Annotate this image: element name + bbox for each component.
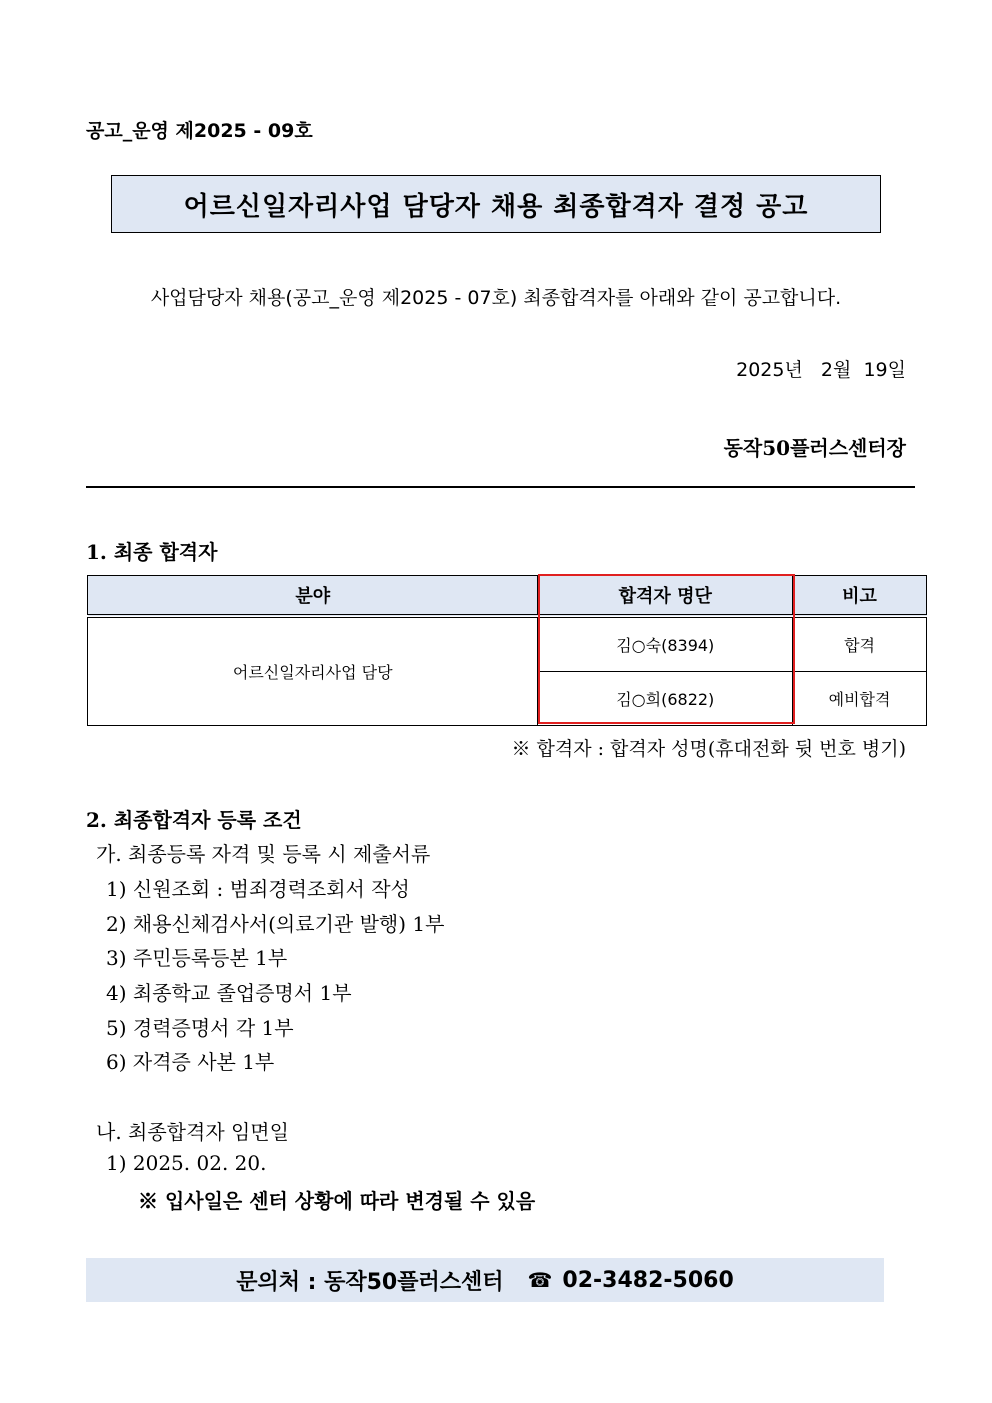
section2-heading: 2. 최종합격자 등록 조건 (86, 808, 302, 832)
table-row (88, 616, 927, 672)
list-item: 4) 최종학교 졸업증명서 1부 (106, 981, 352, 1005)
list-item: 3) 주민등록등본 1부 (106, 946, 288, 970)
note-cell: 합격 (793, 616, 927, 672)
note-cell: 예비합격 (793, 672, 927, 726)
subsection-a-heading: 가. 최종등록 자격 및 등록 시 제출서류 (96, 842, 431, 866)
column-header: 분야 (88, 576, 538, 617)
table-footnote: ※ 합격자 : 합격자 성명(휴대전화 뒷 번호 병기) (511, 738, 906, 760)
section1-heading: 1. 최종 합격자 (86, 540, 218, 564)
document-title: 어르신일자리사업 담당자 채용 최종합격자 결정 공고 (111, 175, 881, 233)
final-candidates-table (87, 575, 927, 726)
contact-phone: 02-3482-5060 (562, 1267, 734, 1293)
contact-bar (86, 1258, 884, 1302)
intro-text: 사업담당자 채용(공고_운영 제2025 - 07호) 최종합격자를 아래와 같이 공고합니다. (150, 287, 842, 309)
table-header-row (88, 576, 927, 617)
list-item: 1) 2025. 02. 20. (106, 1151, 267, 1175)
candidate-name-cell: 김○숙(8394) (538, 616, 793, 672)
contact-label: 문의처 : 동작50플러스센터 (236, 1269, 504, 1295)
start-date-note: ※ 입사일은 센터 상황에 따라 변경될 수 있음 (138, 1189, 536, 1213)
list-item: 5) 경력증명서 각 1부 (106, 1016, 294, 1040)
divider (86, 486, 915, 488)
phone-icon: ☎ (527, 1268, 553, 1292)
issuer: 동작50플러스센터장 (723, 436, 906, 460)
column-header: 합격자 명단 (538, 576, 793, 617)
field-cell: 어르신일자리사업 담당 (88, 616, 538, 726)
candidate-name-cell: 김○희(6822) (538, 672, 793, 726)
list-item: 1) 신원조회 : 범죄경력조회서 작성 (106, 877, 410, 901)
notice-number: 공고_운영 제2025 - 09호 (86, 120, 313, 142)
announcement-date: 2025년 2월 19일 (736, 359, 906, 381)
list-item: 6) 자격증 사본 1부 (106, 1050, 275, 1074)
list-item: 2) 채용신체검사서(의료기관 발행) 1부 (106, 912, 445, 936)
column-header: 비고 (793, 576, 927, 617)
subsection-b-heading: 나. 최종합격자 임면일 (96, 1120, 289, 1144)
